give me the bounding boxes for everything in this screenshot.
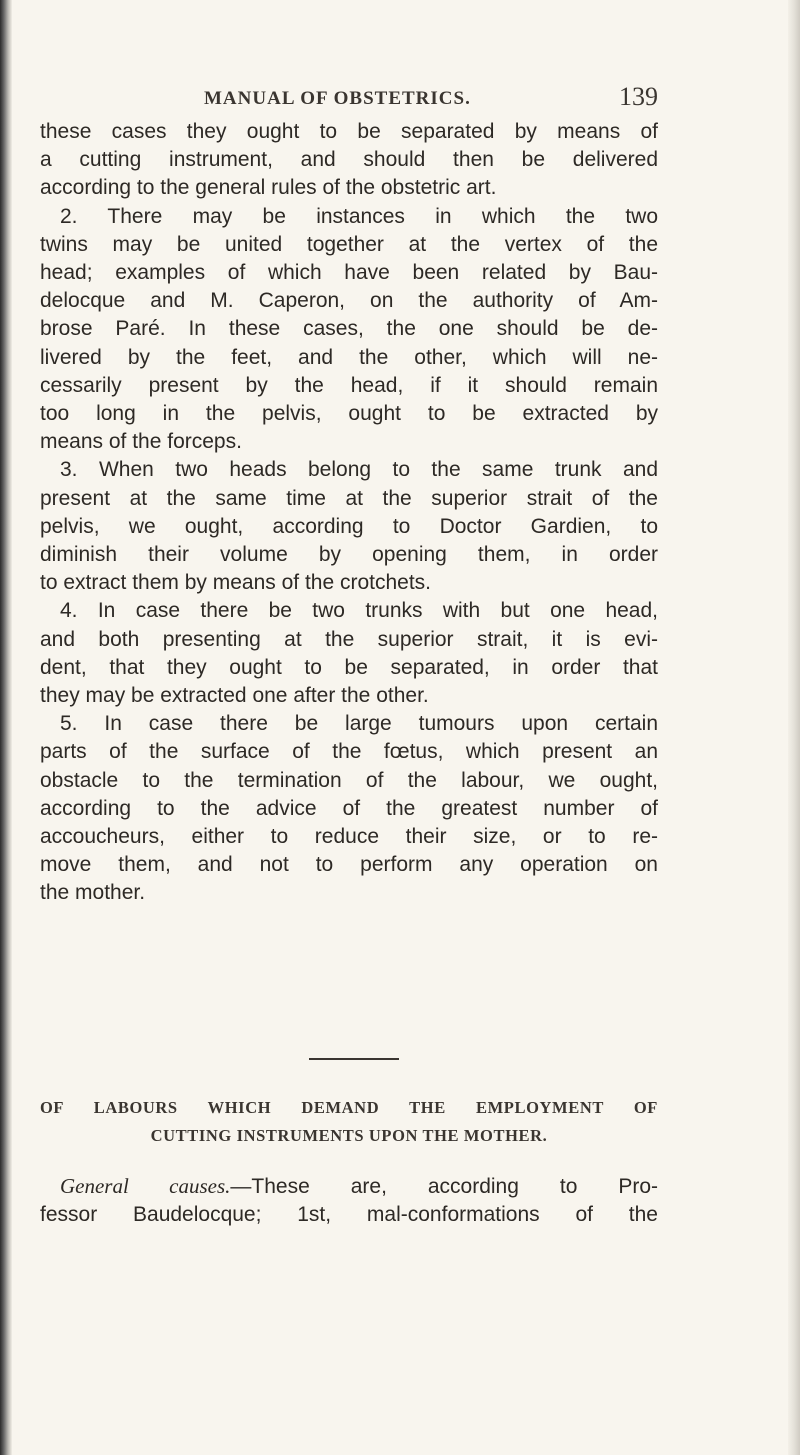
- section-heading-line: CUTTING INSTRUMENTS UPON THE MOTHER.: [150, 1126, 548, 1145]
- text-line: 4. In case there be two trunks with but one head,: [60, 599, 658, 623]
- page-binding-shadow: [0, 0, 12, 1455]
- text-line: according to the advice of the greatest number of: [40, 796, 658, 820]
- text-line: brose Paré. In these cases, the one should be de-: [40, 317, 658, 341]
- text-line: livered by the feet, and the other, which will ne-: [40, 345, 658, 369]
- text-line: they may be extracted one after the other.: [40, 684, 429, 708]
- text-line: 2. There may be instances in which the two: [60, 204, 658, 228]
- italic-lead: General causes.: [60, 1174, 231, 1198]
- text-line: too long in the pelvis, ought to be extracted by: [40, 402, 658, 426]
- text-line: 5. In case there be large tumours upon certain: [60, 712, 658, 736]
- text-line: diminish their volume by opening them, in order: [40, 543, 658, 567]
- text-line: a cutting instrument, and should then be delivered: [40, 148, 658, 172]
- text-line: head; examples of which have been related by Bau-: [40, 261, 658, 285]
- text-line: accoucheurs, either to reduce their size, or to re-: [40, 825, 658, 849]
- text-line: move them, and not to perform any operation on: [40, 853, 658, 877]
- text-line: according to the general rules of the obstetric art.: [40, 176, 497, 200]
- text-line: and both presenting at the superior strait, it is evi-: [40, 627, 658, 651]
- text-line: 3. When two heads belong to the same trunk and: [60, 458, 658, 482]
- text-line: to extract them by means of the crotchets.: [40, 571, 432, 595]
- text-line: means of the forceps.: [40, 430, 242, 454]
- text-line: fessor Baudelocque; 1st, mal-conformations of the: [40, 1203, 658, 1227]
- text-line: present at the same time at the superior strait of the: [40, 486, 658, 510]
- section-heading-line: OF LABOURS WHICH DEMAND THE EMPLOYMENT OF: [40, 1098, 658, 1117]
- page-number: 139: [619, 82, 658, 111]
- section-divider: [309, 1058, 399, 1060]
- section-paragraph: [40, 1172, 658, 1229]
- page-edge: [788, 0, 800, 1455]
- page-header: [38, 82, 658, 112]
- text-line: cessarily present by the head, if it should remain: [40, 373, 658, 397]
- text-line: obstacle to the termination of the labour, we ought,: [40, 768, 658, 792]
- running-title: MANUAL OF OBSTETRICS.: [204, 88, 471, 109]
- text-line: the mother.: [40, 881, 146, 905]
- text-line: pelvis, we ought, according to Doctor Gardien, to: [40, 514, 658, 538]
- text-line: [40, 1172, 658, 1201]
- text-line: dent, that they ought to be separated, in order that: [40, 655, 658, 679]
- text-line: parts of the surface of the fœtus, which present an: [40, 740, 658, 764]
- text-line: these cases they ought to be separated by means of: [40, 120, 658, 143]
- text-line: delocque and M. Caperon, on the authority of Am-: [40, 289, 658, 313]
- text-run: —These are, according to Pro-: [230, 1175, 658, 1198]
- text-line: twins may be united together at the vertex of the: [40, 232, 658, 256]
- section-heading: [40, 1094, 658, 1150]
- body-text: [40, 118, 658, 908]
